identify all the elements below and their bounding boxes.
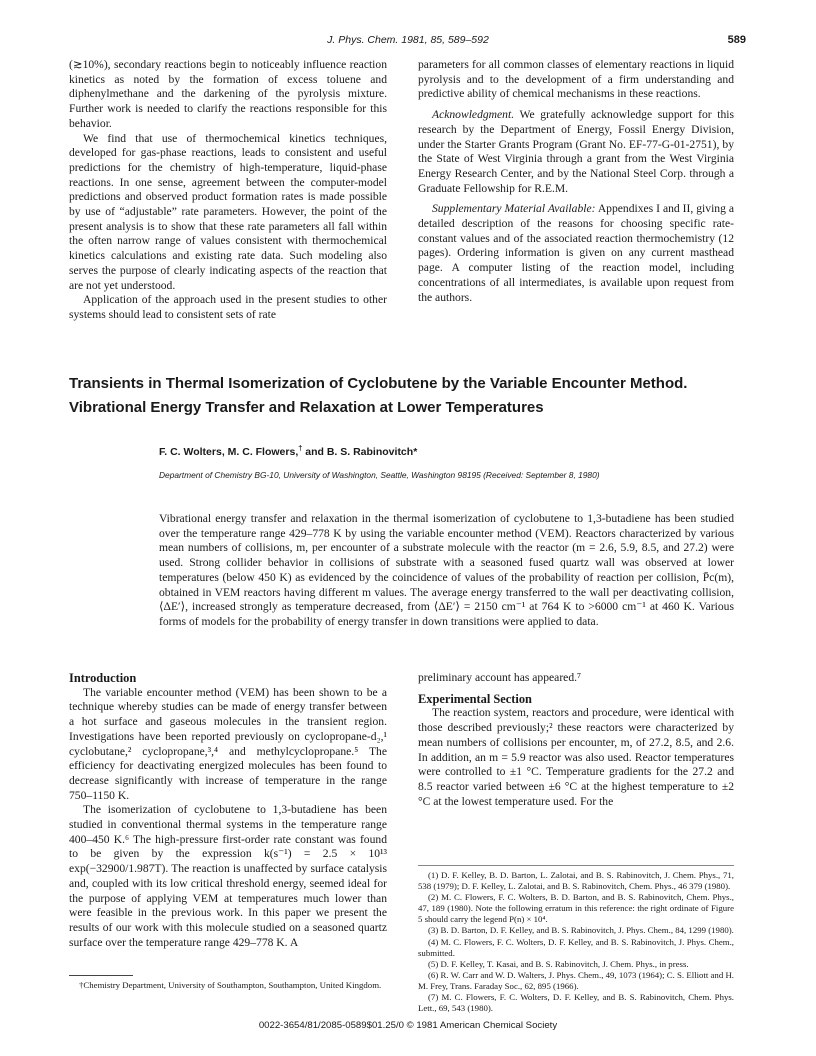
acknowledgment-label: Acknowledgment. — [432, 108, 515, 122]
previous-article-right-column — [418, 58, 734, 305]
previous-article-left-column — [69, 58, 387, 323]
footnote-text: †Chemistry Department, University of Southampton, Southampton, United Kingdom. — [79, 980, 382, 990]
title-line-1: Transients in Thermal Isomerization of Cyclobutene by the Variable Encounter Method. — [69, 375, 688, 392]
authors-part-2: and B. S. Rabinovitch — [302, 446, 414, 458]
reference-item: (5) D. F. Kelley, T. Kasai, and B. S. Rabinovitch, J. Chem. Phys., in press. — [428, 958, 689, 969]
introduction-section — [69, 671, 387, 950]
reference-item: (2) M. C. Flowers, F. C. Wolters, B. D. Barton, and B. S. Rabinovitch, Chem. Phys., 47, 189 (1980). Note the following erratum in this reference: the right ordinate of Figure 5 should carry the legend P(n) × 10⁴. — [418, 892, 734, 925]
corresponding-author-mark: * — [413, 446, 418, 458]
affiliation: Department of Chemistry BG-10, University of Washington, Seattle, Washington 98195 (Received: September 8, 1980) — [159, 470, 600, 480]
article-title — [69, 372, 769, 420]
references-list — [418, 870, 734, 1014]
supplementary-label: Supplementary Material Available: — [432, 202, 596, 216]
authors — [159, 443, 418, 458]
abstract: Vibrational energy transfer and relaxation in the thermal isomerization of cyclobutene to 1,3-butadiene has been studied over the temperature range 429–778 K by using the variable encounter method (VEM). Reactors characterized by various mean numbers of collisions, m, per encounter of a substrate molecule with the reactor (m = 2.6, 5.9, 8.5, and 27.2) were used. Strong collider behavior in collisions of substrate with a seasoned fused quartz wall was observed at lower temperatures (below 450 K) as evidenced by the coincidence of values of the probability of reaction per collision, P̄c(m), obtained in VEM reactors having different m values. The average energy transferred to the wall per deactivating collision, ⟨ΔE′⟩, increased strongly as temperature decreased, from ⟨ΔE′⟩ = 2150 cm⁻¹ at 764 K to >6000 cm⁻¹ at 460 K. Various forms of models for the probability of energy transfer in down transitions were applied to data. — [159, 512, 734, 628]
title-line-2: Vibrational Energy Transfer and Relaxation at Lower Temperatures — [69, 399, 544, 416]
copyright-footer: 0022-3654/81/2085-0589$01.25/0 © 1981 American Chemical Society — [258, 1020, 558, 1031]
reference-item: (6) R. W. Carr and W. D. Walters, J. Phys. Chem., 49, 1073 (1964); C. S. Elliott and H. M. Frey, Trans. Faraday Soc., 62, 895 (1966). — [418, 969, 734, 991]
supplementary-material — [418, 202, 734, 305]
reference-item: (1) D. F. Kelley, B. D. Barton, L. Zalotai, and B. S. Rabinovitch, J. Chem. Phys., 71, 538 (1979); D. F. Kelley, L. Zalotai, and B. S. Rabinovitch, Chem. Phys., 46 379 (1980). — [418, 870, 734, 892]
paragraph: parameters for all common classes of elementary reactions in liquid pyrolysis and to the development of a firm understanding and predictive ability of chemical mechanisms in these reactions. — [418, 58, 734, 101]
page-number: 589 — [727, 34, 746, 46]
paragraph: (≳10%), secondary reactions begin to noticeably influence reaction kinetics as noted by the formation of excess toluene and diphenylmethane and the darkening of the pyrolysis mixture. Further work is needed to clarify the reactions responsible for this behavior. — [69, 58, 387, 130]
acknowledgment — [418, 108, 734, 196]
authors-part-1: F. C. Wolters, M. C. Flowers, — [159, 446, 299, 458]
paragraph: The reaction system, reactors and procedure, were identical with those described previously;² these reactors were characterized by mean numbers of collisions per encounter, m, of 27.2, 8.5, and 2.6. In addition, an m = 5.9 reactor was also used. Reactor temperatures were controlled to ±1 °C. Temperature gradients for the 27.2 and 8.5 reactor varied between ±6 °C at the highest temperature to ±2 °C at the lowest temperature used. For the — [418, 706, 734, 808]
reference-item: (4) M. C. Flowers, F. C. Wolters, D. F. Kelley, and B. S. Rabinovitch, J. Phys. Chem., submitted. — [418, 936, 734, 958]
paragraph: We find that use of thermochemical kinetics techniques, developed for gas-phase reactions, leads to consistent and useful predictions for the chemistry of high-temperature, liquid-phase reactions. In one sense, agreement between the computer-model predictions and observed product formation rates is made possible by use of “adjustable” rate parameters. However, the point of the present analysis is to show that these rate parameters all fall within the often narrow range of values consistent with thermochemical kinetics calculations and existing rate data. Such modeling also serves the purpose of clearly indicating aspects of the reaction that are not yet understood. — [69, 131, 387, 292]
journal-citation: J. Phys. Chem. 1981, 85, 589–592 — [327, 34, 489, 46]
paragraph: preliminary account has appeared.⁷ — [418, 671, 582, 684]
paragraph: The isomerization of cyclobutene to 1,3-butadiene has been studied in conventional thermal systems in the temperature range 400–450 K.⁶ The high-pressure first-order rate constant was found to be given by the expression k(s⁻¹) = 2.5 × 10¹³ exp(−32900/1.987T). The reaction is unaffected by surface catalysis and, coupled with its low critical threshold energy, seemed ideal for the purpose of applying VEM at temperatures much lower than were feasible in the previous work. In this paper we present the results of our work with this molecule studied on a seasoned quartz surface over the temperature range 429–778 K. A — [69, 803, 387, 949]
paragraph: The variable encounter method (VEM) has been shown to be a technique whereby studies can be made of energy transfer between a hot surface and gaseous molecules in the transient region. Investigations have been reported previously on cyclopropane-d₂,¹ cyclobutane,² cyclopropane,³,⁴ and methylcyclopropane.⁵ The efficiency for deactivating energized molecules has been found to decrease significantly with increase of temperature in the range 750–1150 K. — [69, 685, 387, 802]
acknowledgment-text: We gratefully acknowledge support for this research by the Department of Energy, Fossil Energy Division, under the Starter Grants Program (Grant No. EF-77-G-01-2751), by the State of West Virginia through a grant from the West Virginia Energy Research Center, and by the National Steel Corp. through a Graduate Fellowship for R.E.M. — [418, 108, 734, 195]
reference-item: (3) B. D. Barton, D. F. Kelley, and B. S. Rabinovitch, J. Phys. Chem., 84, 1299 (1980). — [428, 925, 734, 936]
footnote-rule — [69, 975, 133, 976]
running-head — [0, 34, 816, 50]
supplementary-text: Appendixes I and II, giving a detailed description of the reasons for choosing specific rate-constant values and of the associated reaction thermochemistry (12 pages). Ordering information is given on any current masthead page. A computer listing of the reaction model, including concentrations of all intermediates, is available upon request from the authors. — [418, 202, 734, 304]
footnote-affiliation — [69, 980, 387, 991]
section-heading: Introduction — [69, 671, 137, 685]
references-rule — [418, 865, 734, 866]
section-heading: Experimental Section — [418, 691, 532, 706]
experimental-section — [418, 671, 734, 809]
reference-item: (7) M. C. Flowers, F. C. Wolters, D. F. Kelley, and B. S. Rabinovitch, Chem. Phys. Lett., 69, 543 (1980). — [418, 992, 734, 1014]
paragraph: Application of the approach used in the present studies to other systems should lead to consistent sets of rate — [69, 293, 387, 321]
dagger-mark: † — [298, 443, 303, 453]
